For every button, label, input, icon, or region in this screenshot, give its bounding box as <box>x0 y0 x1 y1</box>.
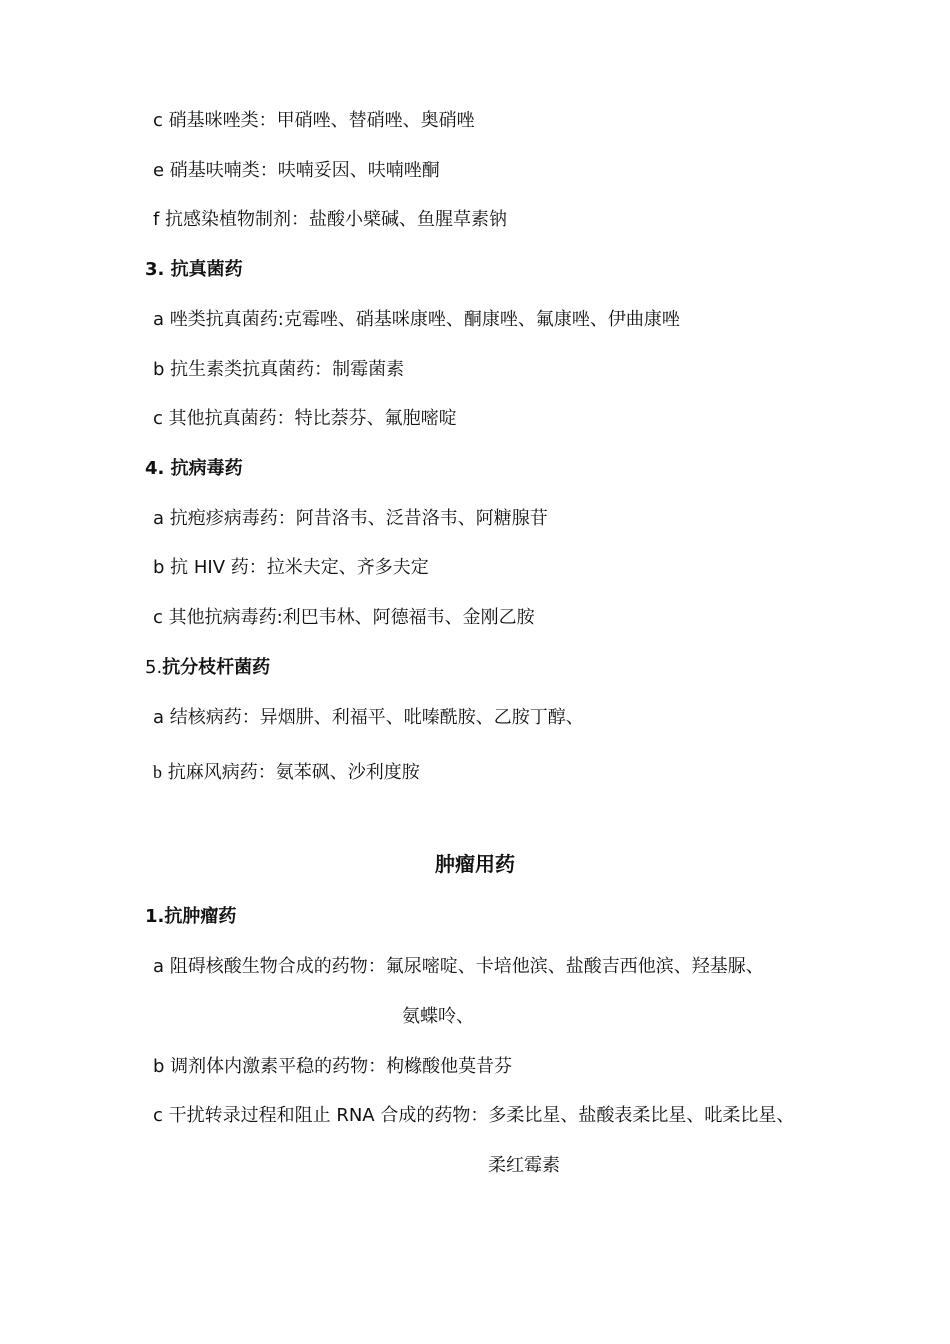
list-item: b 抗生素类抗真菌药：制霉菌素 <box>153 359 405 380</box>
section-heading: 4. 抗病毒药 <box>145 458 243 479</box>
list-item: a 唑类抗真菌药:克霉唑、硝基咪康唑、酮康唑、氟康唑、伊曲康唑 <box>153 309 680 330</box>
list-item-continuation: 氨蝶呤、 <box>402 1006 474 1027</box>
section-heading-text: 抗分枝杆菌药 <box>162 657 271 678</box>
list-item-text: 抗麻风病药：氨苯砜、沙利度胺 <box>162 762 420 783</box>
list-item: c 其他抗真菌药：特比萘芬、氟胞嘧啶 <box>153 408 457 429</box>
section-heading <box>145 656 270 680</box>
list-item-letter: b <box>153 762 162 782</box>
list-item-continuation: 柔红霉素 <box>488 1155 560 1176</box>
list-item: c 其他抗病毒药:利巴韦林、阿德福韦、金刚乙胺 <box>153 607 535 628</box>
list-item: b 抗 HIV 药：拉米夫定、齐多夫定 <box>153 557 429 578</box>
list-item: e 硝基呋喃类：呋喃妥因、呋喃唑酮 <box>153 160 440 181</box>
list-item: a 阻碍核酸生物合成的药物：氟尿嘧啶、卡培他滨、盐酸吉西他滨、羟基脲、 <box>153 956 764 977</box>
list-item <box>153 760 420 785</box>
section-heading: 3. 抗真菌药 <box>145 259 243 280</box>
list-item: b 调剂体内激素平稳的药物：枸橼酸他莫昔芬 <box>153 1056 513 1077</box>
list-item: c 硝基咪唑类：甲硝唑、替硝唑、奥硝唑 <box>153 110 475 131</box>
list-item: c 干扰转录过程和阻止 RNA 合成的药物：多柔比星、盐酸表柔比星、吡柔比星、 <box>153 1105 795 1126</box>
list-item: a 结核病药：异烟肼、利福平、吡嗪酰胺、乙胺丁醇、 <box>153 707 584 728</box>
section-heading: 1.抗肿瘤药 <box>145 906 237 927</box>
section-number: 5. <box>145 657 163 678</box>
list-item: f 抗感染植物制剂：盐酸小檗碱、鱼腥草素钠 <box>153 209 508 230</box>
list-item: a 抗疱疹病毒药：阿昔洛韦、泛昔洛韦、阿糖腺苷 <box>153 508 548 529</box>
page-section-title: 肿瘤用药 <box>435 852 515 876</box>
